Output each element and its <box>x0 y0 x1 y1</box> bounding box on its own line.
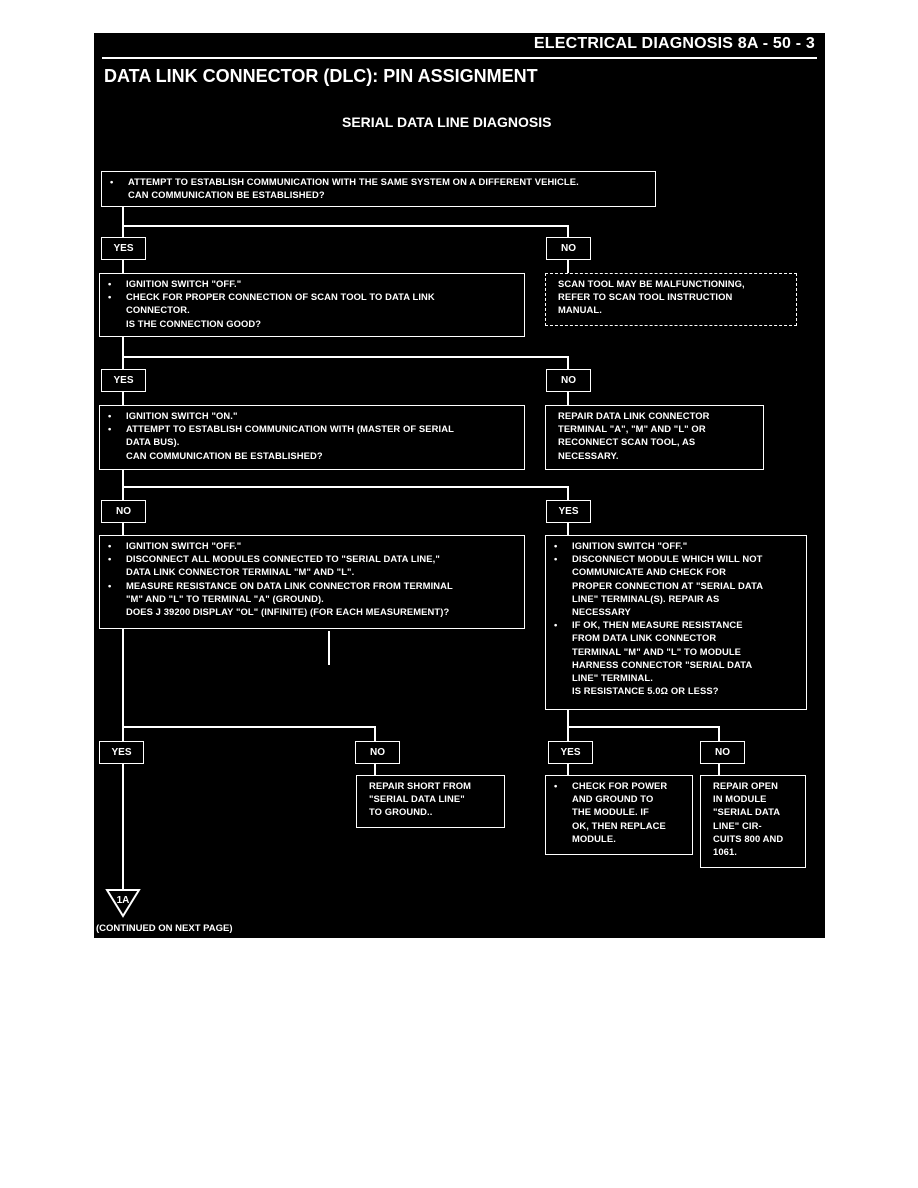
repair-open-box <box>700 775 806 868</box>
page-title: DATA LINK CONNECTOR (DLC): PIN ASSIGNMENT <box>104 66 538 86</box>
check-power-line-2: AND GROUND TO <box>572 793 654 805</box>
step5-line-1: • IGNITION SWITCH "OFF." <box>552 539 800 552</box>
scan-tool-line-2: REFER TO SCAN TOOL INSTRUCTION <box>558 291 733 303</box>
step5-line-10: HARNESS CONNECTOR "SERIAL DATA <box>572 658 753 670</box>
repair-dlc-line-1: REPAIR DATA LINK CONNECTOR <box>558 410 710 421</box>
continued-note: (CONTINUED ON NEXT PAGE) <box>96 923 233 934</box>
step1-box <box>101 171 656 207</box>
step3-box <box>99 405 525 470</box>
scan-tool-line-3: MANUAL. <box>558 304 602 316</box>
step4-line-2: • DISCONNECT ALL MODULES CONNECTED TO "SERIAL DATA LINE," <box>106 552 518 565</box>
step4-line-1: • IGNITION SWITCH "OFF." <box>106 539 518 552</box>
repair-open-line-2: IN MODULE <box>713 793 767 805</box>
repair-short-line-2: "SERIAL DATA LINE" <box>369 793 465 805</box>
repair-open-line-4: LINE" CIR- <box>713 819 762 831</box>
step3-line-1: • IGNITION SWITCH "ON." <box>106 409 518 422</box>
connector-step3 <box>123 470 568 500</box>
step2-line-4: IS THE CONNECTION GOOD? <box>126 317 262 329</box>
repair-open-line-6: 1061. <box>713 846 737 858</box>
yes4-tag: YES <box>99 741 144 764</box>
step5-line-7: • IF OK, THEN MEASURE RESISTANCE <box>552 618 800 631</box>
repair-dlc-line-2: TERMINAL "A", "M" AND "L" OR <box>558 423 706 435</box>
repair-short-line-3: TO GROUND.. <box>369 806 433 818</box>
repair-open-line-3: "SERIAL DATA <box>713 806 781 818</box>
continuation-triangle-icon <box>105 888 141 918</box>
step2-line-2: • CHECK FOR PROPER CONNECTION OF SCAN TOOL TO DATA LINK <box>106 290 518 303</box>
step3-line-2: • ATTEMPT TO ESTABLISH COMMUNICATION WITH (MASTER OF SERIAL <box>106 422 518 435</box>
step4-line-3: DATA LINK CONNECTOR TERMINAL "M" AND "L". <box>126 566 355 578</box>
scan-tool-line-1: SCAN TOOL MAY BE MALFUNCTIONING, <box>558 278 745 289</box>
diagnosis-sheet <box>94 33 825 938</box>
continuation-label: 1A <box>116 895 130 906</box>
step4-line-5: "M" AND "L" TO TERMINAL "A" (GROUND). <box>126 592 324 604</box>
step1-line-1: • ATTEMPT TO ESTABLISH COMMUNICATION WITH THE SAME SYSTEM ON A DIFFERENT VEHICLE. <box>108 175 649 188</box>
no4-tag: NO <box>355 741 400 764</box>
step5-line-11: LINE" TERMINAL. <box>572 672 653 684</box>
repair-dlc-line-3: RECONNECT SCAN TOOL, AS <box>558 436 696 448</box>
yes5-tag: YES <box>548 741 593 764</box>
connector-step2 <box>123 336 568 369</box>
connector-step1 <box>123 205 568 238</box>
connector-step5 <box>568 710 719 741</box>
yes2-tag: YES <box>101 369 146 392</box>
step3-line-4: CAN COMMUNICATION BE ESTABLISHED? <box>126 449 323 461</box>
repair-open-line-1: REPAIR OPEN <box>713 780 778 791</box>
check-power-line-1: • CHECK FOR POWER <box>552 779 686 792</box>
step4-line-6: DOES J 39200 DISPLAY "OL" (INFINITE) (FOR EACH MEASUREMENT)? <box>126 606 450 618</box>
check-power-line-5: MODULE. <box>572 832 616 844</box>
step5-box <box>545 535 807 710</box>
scan-tool-box <box>545 273 797 326</box>
no2-tag: NO <box>546 369 591 392</box>
repair-dlc-line-4: NECESSARY. <box>558 449 619 461</box>
step5-line-8: FROM DATA LINK CONNECTOR <box>572 632 717 644</box>
yes3-tag: YES <box>546 500 591 523</box>
no3-tag: NO <box>101 500 146 523</box>
diagram-title: SERIAL DATA LINE DIAGNOSIS <box>342 114 552 130</box>
step4-line-4: • MEASURE RESISTANCE ON DATA LINK CONNECTOR FROM TERMINAL <box>106 579 518 592</box>
step1-line-2: CAN COMMUNICATION BE ESTABLISHED? <box>128 189 325 201</box>
yes1-tag: YES <box>101 237 146 260</box>
repair-open-line-5: CUITS 800 AND <box>713 832 784 844</box>
step5-line-6: NECESSARY <box>572 606 631 618</box>
step5-line-2: • DISCONNECT MODULE WHICH WILL NOT <box>552 552 800 565</box>
repair-short-box <box>356 775 505 828</box>
step3-line-3: DATA BUS). <box>126 436 180 448</box>
check-power-line-4: OK, THEN REPLACE <box>572 819 666 831</box>
step5-line-12: IS RESISTANCE 5.0Ω OR LESS? <box>572 685 719 697</box>
step2-line-3: CONNECTOR. <box>126 304 190 316</box>
section-header: ELECTRICAL DIAGNOSIS 8A - 50 - 3 <box>533 35 815 52</box>
step5-line-3: COMMUNICATE AND CHECK FOR <box>572 566 727 578</box>
repair-dlc-box <box>545 405 764 470</box>
step5-line-4: PROPER CONNECTION AT "SERIAL DATA <box>572 579 764 591</box>
step4-box <box>99 535 525 629</box>
no1-tag: NO <box>546 237 591 260</box>
step5-line-9: TERMINAL "M" AND "L" TO MODULE <box>572 645 742 657</box>
check-power-box <box>545 775 693 855</box>
check-power-line-3: THE MODULE. IF <box>572 806 649 818</box>
connector-step4 <box>123 629 375 741</box>
repair-short-line-1: REPAIR SHORT FROM <box>369 780 472 791</box>
no5-tag: NO <box>700 741 745 764</box>
step2-box <box>99 273 525 337</box>
step2-line-1: • IGNITION SWITCH "OFF." <box>106 277 518 290</box>
step5-line-5: LINE" TERMINAL(S). REPAIR AS <box>572 592 720 604</box>
